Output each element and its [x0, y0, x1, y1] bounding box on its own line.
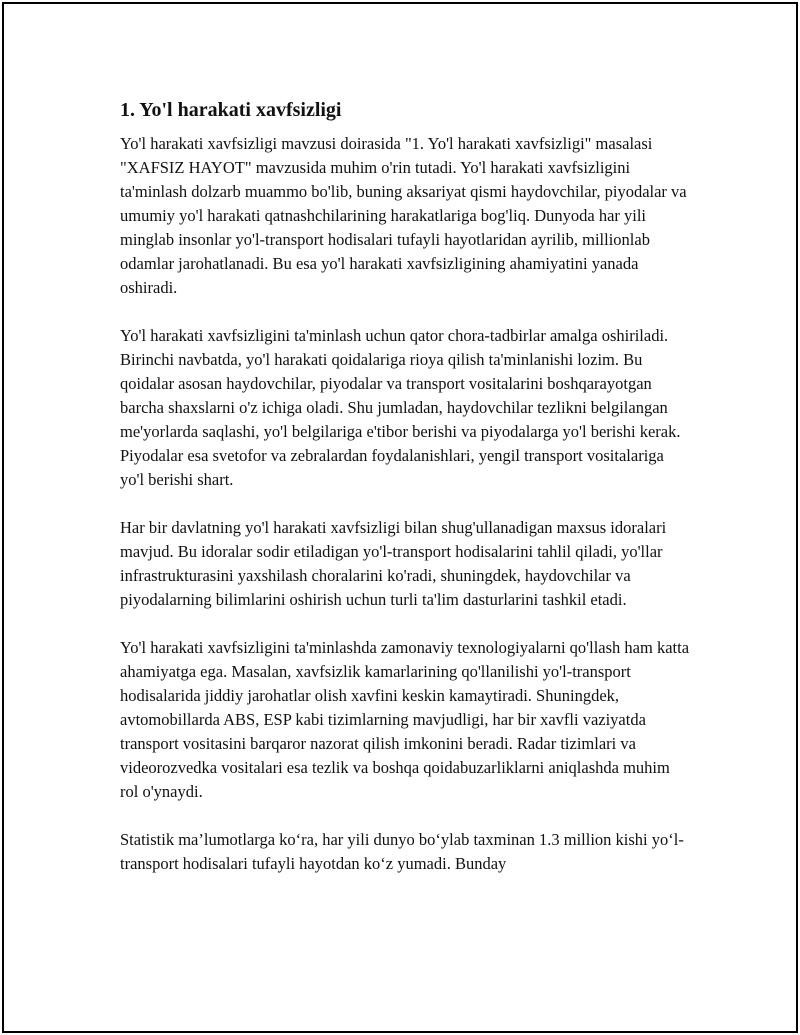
paragraph-measures: Yo'l harakati xavfsizligini ta'minlash uchun qator chora-tadbirlar amalga oshiriladi. Birinchi navbatda, yo'l harakati qoidalariga rioya qilish ta'minlanishi lozim. Bu qoidalar asosan haydovchilar, piyodalar va transport vositalarini boshqarayotgan barcha shaxslarni o'z ichiga oladi. Shu jumladan, haydovchilar tezlikni belgilangan me'yorlarda saqlashi, yo'l belgilariga e'tibor berishi va piyodalarga yo'l berishi kerak. Piyodalar esa svetofor va zebralardan foydalanishlari, yengil transport vositalariga yo'l berishi shart.	[120, 326, 681, 489]
document-body	[120, 96, 690, 900]
section-title: 1. Yo'l harakati xavfsizligi	[120, 99, 342, 121]
paragraph-intro: Yo'l harakati xavfsizligi mavzusi doirasida "1. Yo'l harakati xavfsizligi" masalasi "XAFSIZ HAYOT" mavzusida muhim o'rin tutadi. Yo'l harakati xavfsizligini ta'minlash dolzarb muammo bo'lib, buning aksariyat qismi haydovchilar, piyodalar va umumiy yo'l harakati qatnashchilarining harakatlariga bog'liq. Dunyoda har yili minglab insonlar yo'l-transport hodisalari tufayli hayotlaridan ayrilib, millionlab odamlar jarohatlanadi. Bu esa yo'l harakati xavfsizligining ahamiyatini yanada oshiradi.	[120, 134, 687, 297]
paragraph-agencies: Har bir davlatning yo'l harakati xavfsizligi bilan shug'ullanadigan maxsus idoralari mavjud. Bu idoralar sodir etiladigan yo'l-transport hodisalarini tahlil qiladi, yo'llar infrastrukturasini yaxshilash choralarini ko'radi, shuningdek, haydovchilar va piyodalarning bilimlarini oshirish uchun turli ta'lim dasturlarini tashkil etadi.	[120, 518, 667, 609]
paragraph-statistics: Statistik ma’lumotlarga ko‘ra, har yili dunyo bo‘ylab taxminan 1.3 million kishi yo‘l-transport hodisalari tufayli hayotdan ko‘z yumadi. Bunday	[120, 830, 684, 873]
paragraph-technology: Yo'l harakati xavfsizligini ta'minlashda zamonaviy texnologiyalarni qo'llash ham katta ahamiyatga ega. Masalan, xavfsizlik kamarlarining qo'llanilishi yo'l-transport hodisalarida jiddiy jarohatlar olish xavfini keskin kamaytiradi. Shuningdek, avtomobillarda ABS, ESP kabi tizimlarning mavjudligi, har bir xavfli vaziyatda transport vositasini barqaror nazorat qilish imkonini beradi. Radar tizimlari va videorozvedka vositalari esa tezlik va boshqa qoidabuzarliklarni aniqlashda muhim rol o'ynaydi.	[120, 638, 690, 801]
page-frame	[2, 2, 798, 1033]
